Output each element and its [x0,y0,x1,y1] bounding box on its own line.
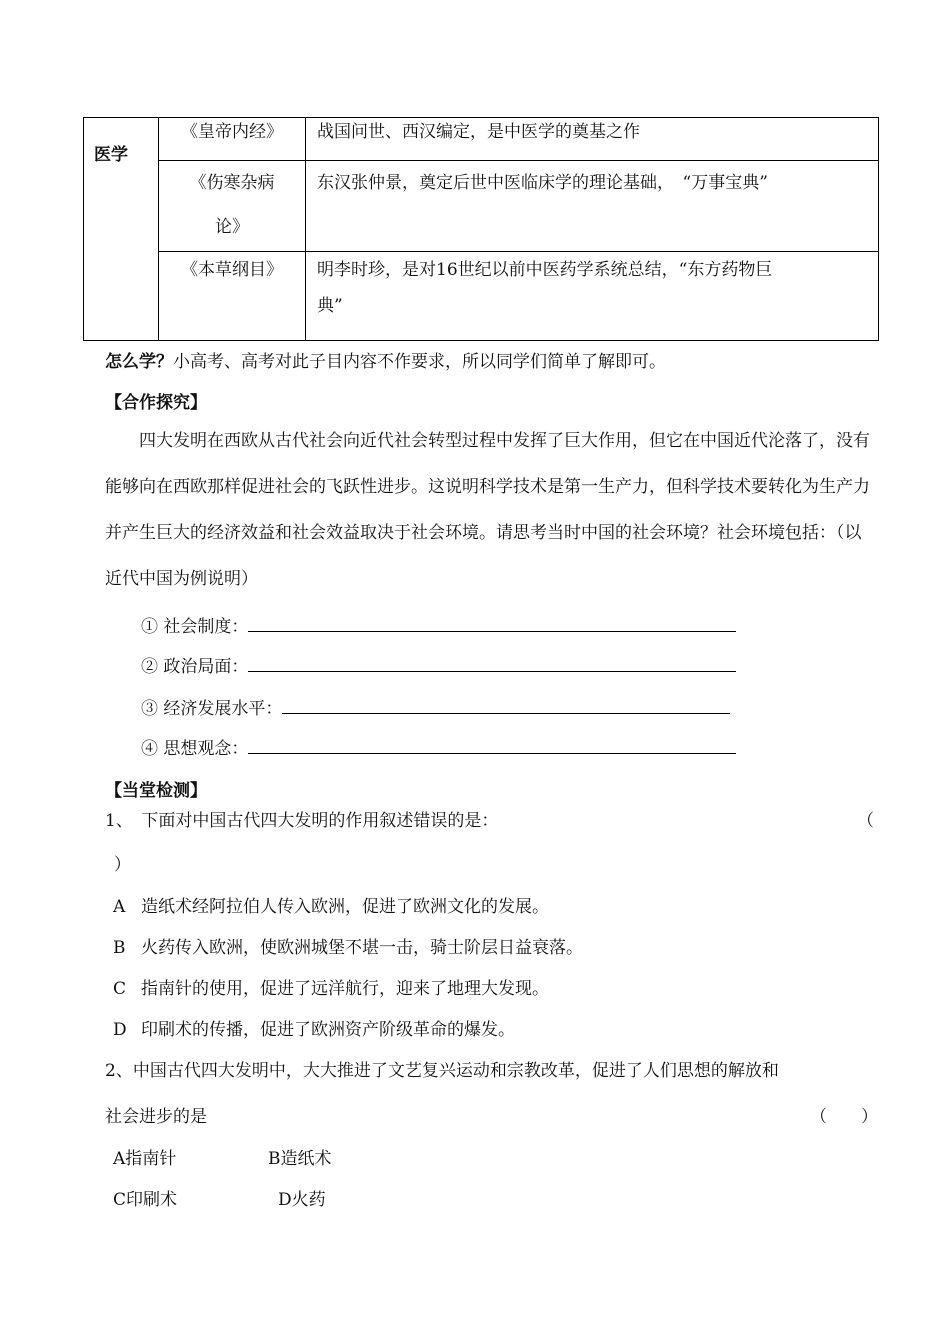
option[interactable] [113,974,549,999]
answer-paren[interactable]: （ ） [810,1107,878,1127]
blank-item [141,734,736,759]
option-letter: C [113,979,127,999]
how-to-learn-text: 小高考、高考对此子目内容不作要求，所以同学们简单了解即可。 [173,352,666,372]
book-cell: 《本草纲目》 [159,252,306,341]
answer-paren-open[interactable]: （ [857,811,874,831]
option[interactable]: B造纸术 [268,1149,332,1169]
item-label: ④ 思想观念： [141,739,249,759]
blank-item [141,694,730,719]
option-letter: D [113,1020,127,1040]
book-cell: 《皇帝内经》 [159,118,306,161]
option[interactable]: D火药 [278,1190,326,1210]
book-line: 论》 [215,217,249,237]
option-text: 印刷术的传播，促进了欧洲资产阶级革命的爆发。 [141,1020,515,1040]
cooperation-paragraph: 四大发明在西欧从古代社会向近代社会转型过程中发挥了巨大作用，但它在中国近代沦落了，没有能够向在西欧那样促进社会的飞跃性进步。这说明科学技术是第一生产力，但科学技术要转化为生产力并产生巨大的经济效益和社会效益取决于社会环境。请思考当时中国的社会环境？社会环境包括：（以近代中国为例说明） [105,431,870,589]
option[interactable] [113,892,549,917]
book-cell [159,161,306,252]
question-2-stem-cont: 社会进步的是 [105,1107,207,1127]
medicine-table [83,117,879,341]
option[interactable] [113,1015,515,1040]
item-label: ② 政治局面： [141,657,249,677]
option[interactable]: C印刷术 [113,1190,178,1210]
answer-blank[interactable] [248,739,736,754]
option-letter: B [113,938,126,958]
how-to-learn-label: 怎么学？ [105,352,173,372]
item-label: ③ 经济发展水平： [141,699,283,719]
quiz-heading: 【当堂检测】 [105,781,207,801]
option[interactable]: A指南针 [113,1149,177,1169]
blank-item [141,612,736,637]
answer-blank[interactable] [282,699,730,714]
book-line: 《伤寒杂病 [189,173,275,193]
option-text: 火药传入欧洲，使欧洲城堡不堪一击，骑士阶层日益衰落。 [141,938,583,958]
desc-line: 明李时珍，是对16世纪以前中医药学系统总结，“东方药物巨 [317,260,773,280]
option-text: 造纸术经阿拉伯人传入欧洲，促进了欧洲文化的发展。 [141,897,549,917]
desc-cell: 东汉张仲景，奠定后世中医临床学的理论基础， “万事宝典” [306,161,879,252]
option-letter: A [113,897,126,917]
desc-cell: 战国问世、西汉编定，是中医学的奠基之作 [306,118,879,161]
item-label: ① 社会制度： [141,617,249,637]
cooperation-heading: 【合作探究】 [105,393,207,413]
question-2-stem: 2、中国古代四大发明中，大大推进了文艺复兴运动和宗教改革，促进了人们思想的解放和 [105,1061,779,1081]
option-text: 指南针的使用，促进了远洋航行，迎来了地理大发现。 [141,979,549,999]
desc-cell [306,252,879,341]
question-1-stem: 1、 下面对中国古代四大发明的作用叙述错误的是： [105,811,499,831]
how-to-learn [105,347,666,372]
blank-item [141,652,736,677]
subject-cell: 医学 [84,118,159,341]
option[interactable] [113,933,583,958]
answer-paren-close[interactable]: ） [114,855,131,875]
desc-line: 典” [317,296,343,316]
answer-blank[interactable] [248,657,736,672]
answer-blank[interactable] [248,617,736,632]
